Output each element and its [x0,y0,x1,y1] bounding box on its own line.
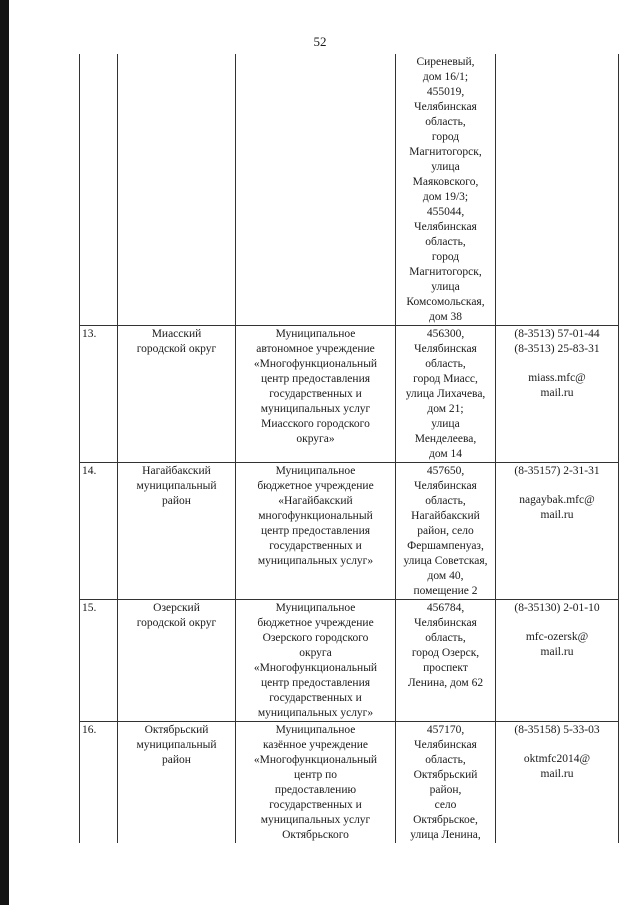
text-line: 457650, [426,465,465,477]
text-line: государственных и [269,799,362,811]
text-line: Октябрьский [413,769,478,781]
table-row [80,600,619,722]
text-line: дом 14 [428,448,463,460]
text-line: Нагайбакский [411,510,480,522]
text-line: центр предоставления [260,677,371,689]
email-line: mail.ru [540,646,574,658]
text-line: область, [425,632,466,644]
text-line: государственных и [269,388,362,400]
text-line: муниципальных услуг [260,814,371,826]
contact-cell [496,600,619,722]
text-line: область, [425,495,466,507]
text-line: Комсомольская, [406,296,485,308]
text-line: бюджетное учреждение [257,480,374,492]
text-line: Нагайбакский [142,465,211,477]
text-line: Муниципальное [275,465,356,477]
email-line: nagaybak.mfc@ [519,494,595,506]
district-cell [118,326,236,463]
address-cell [396,54,496,326]
text-line: Маяковского, [412,176,479,188]
page-number: 52 [313,34,327,49]
text-line: Сиреневый, [416,56,475,68]
text-line: дом 40, [427,570,464,582]
email-line: mail.ru [540,768,574,780]
scan-left-edge [0,0,9,905]
text-line: район, [429,784,462,796]
text-line: Челябинская [414,221,477,233]
district-cell [118,600,236,722]
text-line: муниципальных услуг [260,403,371,415]
address-cell [396,326,496,463]
text-line: дом 21; [427,403,464,415]
text-line: город [431,131,460,143]
text-line: Озерский [153,602,200,614]
organization-cell [236,326,396,463]
text-line: Челябинская [414,739,477,751]
text-line: государственных и [269,692,362,704]
text-line: улица Ленина, [410,829,481,841]
text-line: казённое учреждение [262,739,369,751]
text-line: центр предоставления [260,373,371,385]
text-line: город Озерск, [411,647,480,659]
num-cell [80,54,118,326]
text-line: город Миасс, [413,373,478,385]
text-line: Муниципальное [275,602,356,614]
text-line: государственных и [269,540,362,552]
phone-number: (8-35130) 2-01-10 [514,602,600,614]
table-row-continued [80,54,619,326]
text-line: «Многофункциональный [253,754,378,766]
phone-number: (8-35157) 2-31-31 [514,465,600,477]
spacer [498,357,616,371]
contact-cell [496,463,619,600]
phone-number: (8-35158) 5-33-03 [514,724,600,736]
address-cell [396,600,496,722]
text-line: Октябрьский [144,724,209,736]
text-line: область, [425,358,466,370]
text-line: 455044, [426,206,465,218]
text-line: область, [425,754,466,766]
text-line: Миасского городского [261,418,370,430]
text-line: автономное учреждение [256,343,375,355]
district-cell [118,463,236,600]
text-line: улица [431,281,460,293]
organization-cell [236,722,396,844]
email-line: miass.mfc@ [528,372,586,384]
district-cell [118,722,236,844]
table-row [80,326,619,463]
text-line: улица Советская, [403,555,488,567]
spacer [498,738,616,752]
text-line: Менделеева, [414,433,477,445]
text-line: село [434,799,457,811]
text-line: 457170, [426,724,465,736]
text-line: помещение 2 [413,585,478,597]
address-cell [396,722,496,844]
phone-number: (8-3513) 25-83-31 [514,343,600,355]
text-line: городской округ [136,343,217,355]
spacer [498,479,616,493]
contact-cell [496,722,619,844]
text-line: 456300, [426,328,465,340]
text-line: муниципальных услуг» [257,555,374,567]
text-line: город [431,251,460,263]
text-line: Муниципальное [275,724,356,736]
registry-table [79,54,619,843]
text-line: дом 19/3; [422,191,469,203]
email-line: mfc-ozersk@ [525,631,589,643]
table-row [80,463,619,600]
email-line: oktmfc2014@ [523,753,591,765]
text-line: Челябинская [414,343,477,355]
row-number: 15. [80,600,118,722]
row-number: 14. [80,463,118,600]
text-line: район [162,495,191,507]
text-line: проспект [423,662,468,674]
text-line: муниципальный [136,480,217,492]
text-line: 455019, [426,86,465,98]
text-line: «Многофункциональный [253,358,378,370]
text-line: улица [431,161,460,173]
contact-cell [496,326,619,463]
text-line: «Многофункциональный [253,662,378,674]
text-line: Челябинская [414,480,477,492]
text-line: Октябрьское, [413,814,478,826]
text-line: дом 16/1; [422,71,469,83]
text-line: Магнитогорск, [409,146,482,158]
text-line: Муниципальное [275,328,356,340]
text-line: область, [425,236,466,248]
row-number: 16. [80,722,118,844]
text-line: «Нагайбакский [278,495,353,507]
text-line: муниципальный [136,739,217,751]
text-line: Ленина, дом 62 [407,677,484,689]
text-line: округа» [296,433,335,445]
text-line: Челябинская [414,101,477,113]
text-line: улица Лихачева, [405,388,486,400]
phone-number: (8-3513) 57-01-44 [514,328,600,340]
text-line: центр по [293,769,338,781]
organization-cell [236,54,396,326]
email-line: mail.ru [540,387,574,399]
text-line: предоставлению [274,784,357,796]
organization-cell [236,600,396,722]
contact-cell [496,54,619,326]
text-line: центр предоставления [260,525,371,537]
text-line: улица [431,418,460,430]
text-line: район [162,754,191,766]
table-row [80,722,619,844]
email-line: mail.ru [540,509,574,521]
text-line: Миасский [151,328,202,340]
text-line: район, село [417,525,474,537]
text-line: муниципальных услуг» [257,707,374,719]
row-number: 13. [80,326,118,463]
text-line: дом 38 [428,311,463,323]
text-line: Озерского городского [262,632,369,644]
text-line: Магнитогорск, [409,266,482,278]
address-cell [396,463,496,600]
text-line: городской округ [136,617,217,629]
spacer [498,616,616,630]
text-line: округа [299,647,332,659]
organization-cell [236,463,396,600]
text-line: область, [425,116,466,128]
text-line: Челябинская [414,617,477,629]
district-cell [118,54,236,326]
text-line: многофункциональный [258,510,373,522]
text-line: Фершампенуаз, [407,540,484,552]
text-line: бюджетное учреждение [257,617,374,629]
text-line: Октябрьского [282,829,349,841]
text-line: 456784, [426,602,465,614]
